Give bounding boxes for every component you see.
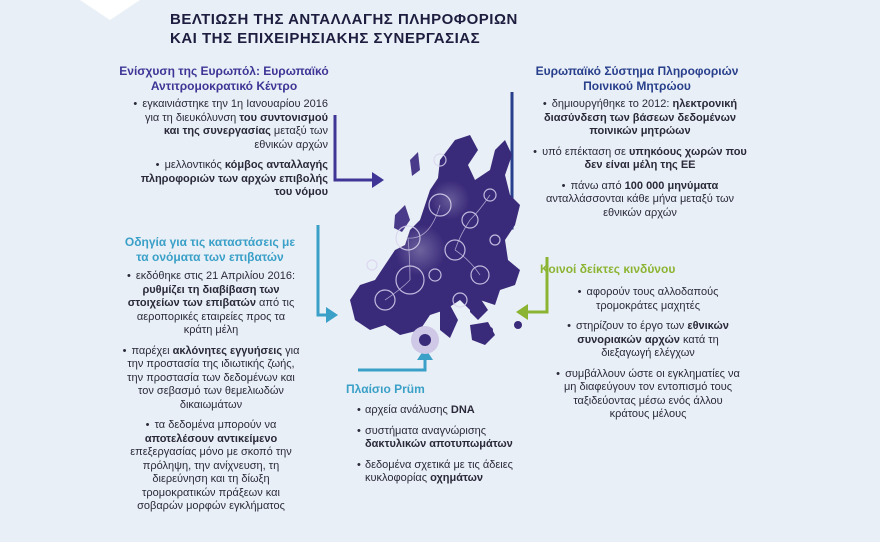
risk-list — [538, 286, 758, 429]
title-line-1: ΒΕΛΤΙΩΣΗ ΤΗΣ ΑΝΤΑΛΛΑΓΗΣ ΠΛΗΡΟΦΟΡΙΩΝ — [170, 11, 518, 28]
risk-arrow — [516, 304, 528, 320]
list-item: • συστήματα αναγνώρισης δακτυλικών αποτυπωμάτων — [365, 425, 565, 452]
pnr-list — [105, 270, 317, 521]
title-line-2: ΚΑΙ ΤΗΣ ΕΠΙΧΕΙΡΗΣΙΑΚΗΣ ΣΥΝΕΡΓΑΣΙΑΣ — [170, 30, 481, 47]
list-item: • πάνω από 100 000 μηνύματα ανταλλάσσονται κάθε μήνα μεταξύ των εθνικών αρχών — [525, 180, 755, 221]
list-item: • παρέχει ακλόνητες εγγυήσεις για την προστασία της ιδιωτικής ζωής, την προστασία των δεδομένων και τον σεβασμό των θεμελιωδών δικαιωμάτων — [105, 345, 317, 413]
list-item: • υπό επέκταση σε υπηκόους χωρών που δεν είναι μέλη της ΕΕ — [525, 146, 755, 173]
europol-list — [92, 98, 328, 207]
list-item: • εκδόθηκε στις 21 Απριλίου 2016: ρυθμίζει τη διαβίβαση των στοιχείων των επιβατών από τις αεροπορικές εταιρείες προς τα κράτη μέλη — [105, 270, 317, 338]
list-item: • στηρίζουν το έργο των εθνικών συνοριακών αρχών κατά τη διεξαγωγή ελέγχων — [538, 320, 758, 361]
europol-heading: Ενίσχυση της Ευρωπόλ: Ευρωπαϊκό Αντιτρομοκρατικό Κέντρο — [119, 64, 329, 93]
list-item: • τα δεδομένα μπορούν να αποτελέσουν αντικείμενο επεξεργασίας μόνο με σκοπό την πρόληψη, την ανίχνευση, τη διερεύνηση και τη δίωξη τρομοκρατικών πράξεων και σοβαρών μορφών εγκλήματος — [105, 419, 317, 514]
pnr-arrow — [326, 307, 338, 323]
list-item: • αφορούν τους αλλοδαπούς τρομοκράτες μαχητές — [538, 286, 758, 313]
list-item: • δημιουργήθηκε το 2012: ηλεκτρονική διασύνδεση των βάσεων δεδομένων ποινικών μητρώων — [525, 98, 755, 139]
pnr-heading: Οδηγία για τις καταστάσεις με τα ονόματα των επιβατών — [124, 235, 296, 264]
ecris-list — [525, 98, 755, 227]
prum-connector — [358, 360, 425, 370]
ecris-heading: Ευρωπαϊκό Σύστημα Πληροφοριών Ποινικού Μητρώου — [535, 64, 739, 93]
prum-heading: Πλαίσιο Prüm — [346, 382, 425, 396]
list-item: • δεδομένα σχετικά με τις άδειες κυκλοφορίας οχημάτων — [365, 459, 565, 486]
risk-heading: Κοινοί δείκτες κινδύνου — [540, 262, 676, 276]
list-item: • μελλοντικός κόμβος ανταλλαγής πληροφοριών των αρχών επιβολής του νόμου — [92, 159, 328, 200]
europol-arrow — [372, 172, 384, 188]
list-item: • εγκαινιάστηκε την 1η Ιανουαρίου 2016 για τη διευκόλυνση του συντονισμού και της συνεργασίας μεταξύ των εθνικών αρχών — [92, 98, 328, 152]
prum-list — [365, 404, 565, 493]
pnr-connector — [318, 225, 326, 315]
list-item: • συμβάλλουν ώστε οι εγκληματίες να μη διαφεύγουν τον εντοπισμό τους ταξιδεύοντας μέσω ενός άλλου κράτους μέλους — [538, 368, 758, 422]
list-item: • αρχεία ανάλυσης DNA — [365, 404, 565, 418]
